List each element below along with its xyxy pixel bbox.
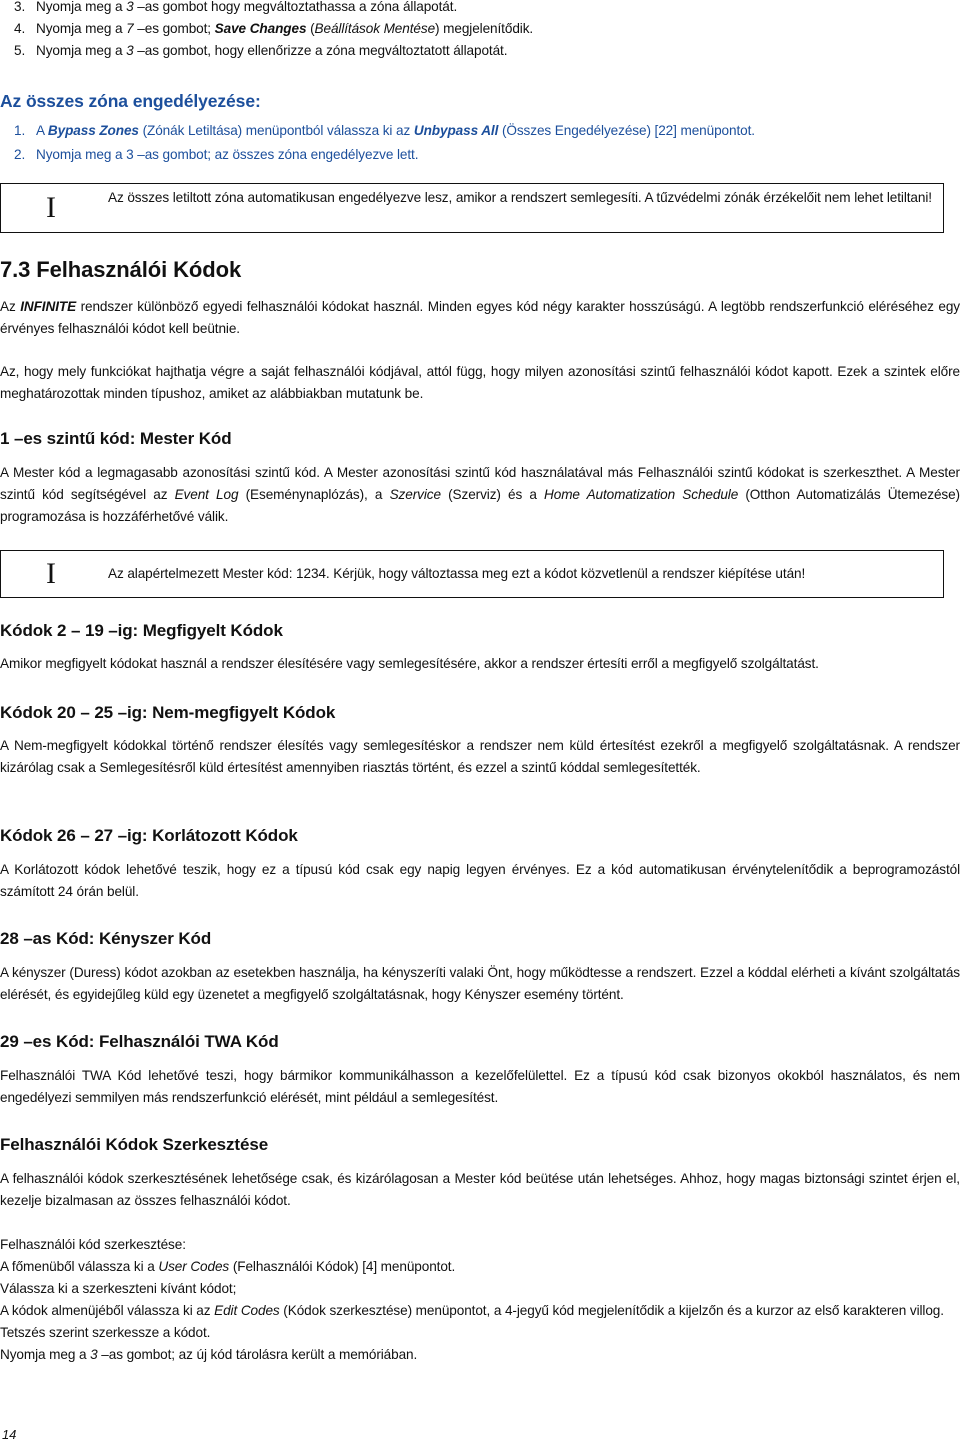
- edit-step-line: Válassza ki a szerkeszteni kívánt kódot;: [0, 1281, 237, 1296]
- edit-codes-text: A felhasználói kódok szerkesztésének lehetősége csak, és kizárólagosan a Mester kód beütése után lehetséges. Ahhoz, hogy magas biztonsági szintet érjen el, kezelje bizalmasan az összes felhasználói kódot.: [0, 1171, 960, 1208]
- list-item: 5. Nyomja meg a 3 –as gombot, hogy ellenőrizze a zóna megváltoztatott állapotát.: [14, 43, 508, 58]
- monitored-codes-heading: Kódok 2 – 19 –ig: Megfigyelt Kódok: [0, 621, 283, 640]
- edit-steps: [0, 1234, 960, 1366]
- note-box-bypass: [0, 183, 944, 233]
- edit-step-line: Felhasználói kód szerkesztése:: [0, 1237, 186, 1252]
- list-item: 2. Nyomja meg a 3 –as gombot; az összes zóna engedélyezve lett.: [14, 147, 419, 162]
- note-box-master: [0, 550, 944, 598]
- top-steps-list: [0, 0, 960, 62]
- twa-code-heading: 29 –es Kód: Felhasználói TWA Kód: [0, 1032, 279, 1051]
- limited-codes-heading: Kódok 26 – 27 –ig: Korlátozott Kódok: [0, 826, 298, 845]
- section-title: 7.3 Felhasználói Kódok: [0, 257, 242, 282]
- info-icon: I: [46, 191, 56, 224]
- info-icon: I: [46, 557, 56, 590]
- duress-code-heading: 28 –as Kód: Kényszer Kód: [0, 929, 212, 948]
- nonmonitored-codes-text: A Nem-megfigyelt kódokkal történő rendszer élesítés vagy semlegesítéskor a rendszer nem küld értesítést ezekről a megfigyelő szolgáltatásnak. A rendszer kizárólag csak a Semlegesítésről küld értesítést amennyiben riasztás történt, és ezzel a szintű kóddal semlegesítették.: [0, 738, 960, 775]
- note-text: Az alapértelmezett Mester kód: 1234. Kérjük, hogy változtassa meg ezt a kódot közvetlenül a rendszer kiépítése után!: [108, 566, 806, 581]
- list-item: 4. Nyomja meg a 7 –es gombot; Save Changes (Beállítások Mentése) megjelenítődik.: [14, 21, 534, 36]
- edit-step-line: A főmenüből válassza ki a User Codes (Felhasználói Kódok) [4] menüpontot.: [0, 1259, 456, 1274]
- intro-paragraph-2: Az, hogy mely funkciókat hajthatja végre a saját felhasználói kódjával, attól függ, hogy milyen azonosítási szintű felhasználói kódot kapott. Ezek a szintek előre meghatározottak minden típushoz, amiket az alábbiakban mutatunk be.: [0, 364, 960, 401]
- enable-all-heading: Az összes zóna engedélyezése:: [0, 91, 261, 111]
- list-item: 3. Nyomja meg a 3 –as gombot hogy megváltoztathassa a zóna állapotát.: [14, 0, 458, 14]
- enable-steps-list: [0, 120, 960, 166]
- twa-code-text: Felhasználói TWA Kód lehetővé teszi, hogy bármikor kommunikálhasson a kezelőfelülettel. Ez a típusú kód csak bizonyos okokból használatos, és nem engedélyezi semmilyen más rendszerfunkció elérését, mint például a semlegesítést.: [0, 1068, 960, 1105]
- monitored-codes-text: Amikor megfigyelt kódokat használ a rendszer élesítésére vagy semlegesítésére, akkor a rendszer értesíti erről a megfigyelő szolgáltatást.: [0, 656, 819, 671]
- edit-step-line: Tetszés szerint szerkessze a kódot.: [0, 1325, 211, 1340]
- edit-step-line: Nyomja meg a 3 –as gombot; az új kód tárolásra került a memóriában.: [0, 1347, 418, 1362]
- edit-step-line: A kódok almenüjéből válassza ki az Edit Codes (Kódok szerkesztése) menüpontot, a 4-jegyű kód megjelenítődik a kijelzőn és a kurzor az első karakteren villog.: [0, 1303, 944, 1318]
- list-item: 1. A Bypass Zones (Zónák Letiltása) menüpontból válassza ki az Unbypass All (Összes Engedélyezése) [22] menüpontot.: [14, 123, 755, 138]
- nonmonitored-codes-heading: Kódok 20 – 25 –ig: Nem-megfigyelt Kódok: [0, 703, 336, 722]
- master-code-text: A Mester kód a legmagasabb azonosítási szintű kód. A Mester azonosítási szintű kód használatával más Felhasználói szintű kódokat is szerkeszthet. A Mester szintű kód segítségével az Event Log (Eseménynaplózás), a Szervice (Szerviz) és a Home Automatization Schedule (Otthon Automatizálás Ütemezése) programozása is hozzáférhetővé válik.: [0, 465, 960, 524]
- master-code-heading: 1 –es szintű kód: Mester Kód: [0, 429, 232, 448]
- duress-code-text: A kényszer (Duress) kódot azokban az esetekben használja, ha kényszeríti valaki Önt, hogy működtesse a rendszert. Ezzel a kóddal elérheti a kívánt szolgáltatás elérését, és egyidejűleg küld egy üzenetet a megfigyelő szolgáltatásnak, hogy Kényszer esemény történt.: [0, 965, 960, 1002]
- limited-codes-text: A Korlátozott kódok lehetővé teszik, hogy ez a típusú kód csak egy napig legyen érvényes. Ez a kód automatikusan érvénytelenítődik a beprogramozástól számított 24 órán belül.: [0, 862, 960, 899]
- intro-paragraph-1: Az INFINITE rendszer különböző egyedi felhasználói kódokat használ. Minden egyes kód négy karakter hosszúságú. A legtöbb rendszerfunkció eléréséhez egy érvényes felhasználói kódot kell beütnie.: [0, 299, 960, 336]
- page-number: 14: [2, 1427, 17, 1442]
- edit-codes-heading: Felhasználói Kódok Szerkesztése: [0, 1135, 269, 1154]
- note-text: Az összes letiltott zóna automatikusan engedélyezve lesz, amikor a rendszert semlegesíti. A tűzvédelmi zónák érzékelőit nem lehet letiltani!: [108, 190, 932, 205]
